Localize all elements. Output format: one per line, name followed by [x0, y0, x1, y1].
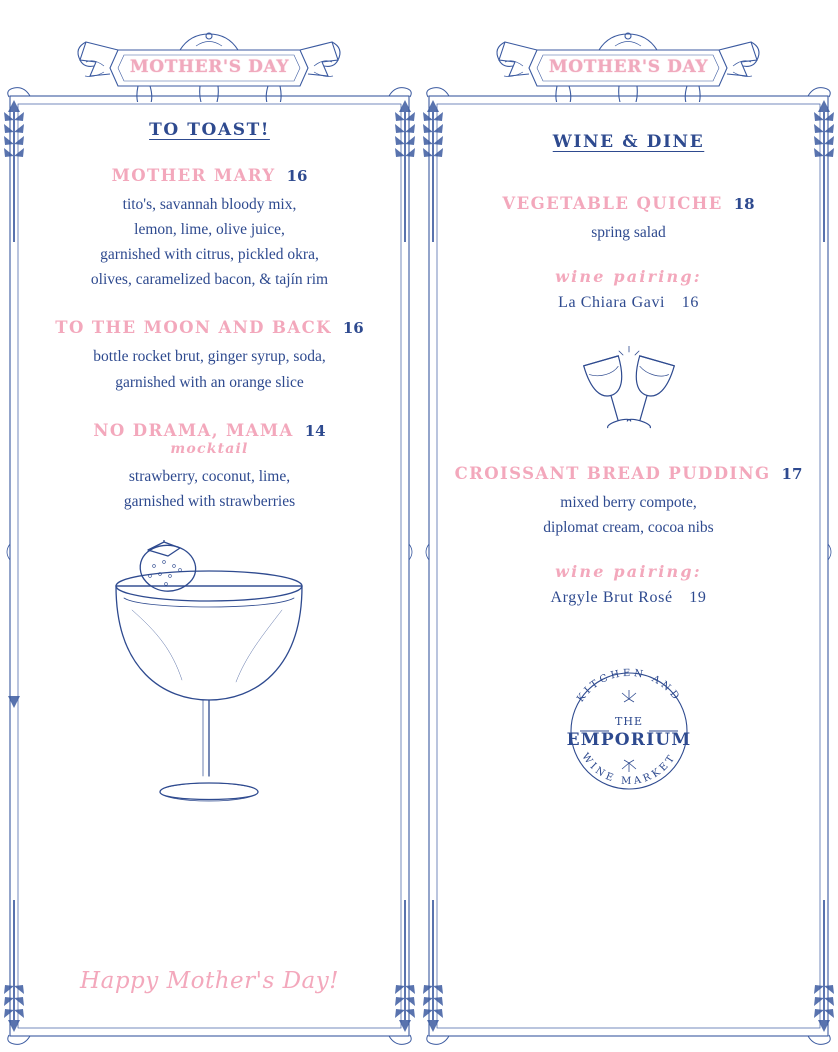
- left-content: [28, 120, 391, 1012]
- item-heading: [28, 318, 391, 337]
- desc-line: tito's, savannah bloody mix,: [122, 196, 297, 213]
- desc-line: lemon, lime, olive juice,: [134, 221, 285, 239]
- desc-line: diplomat cream, cocoa nibs: [543, 519, 714, 537]
- item-name: CROISSANT BREAD PUDDING: [454, 464, 771, 484]
- menu-item: [447, 464, 810, 607]
- pairing-price: 16: [681, 294, 699, 312]
- section-title-wine-and-dine: WINE & DINE: [552, 132, 705, 152]
- svg-text:WINE MARKET: WINE MARKET: [578, 751, 679, 788]
- strawberry-coupe-cocktail-illustration: [28, 540, 391, 830]
- item-heading: [447, 464, 810, 483]
- pairing-name: La Chiara Gavi: [558, 294, 666, 312]
- item-description: [28, 344, 391, 394]
- closing-message: Happy Mother's Day!: [80, 968, 339, 994]
- right-content: [447, 120, 810, 1012]
- pairing-price: 19: [689, 589, 707, 607]
- wine-pairing-line: [447, 294, 810, 312]
- item-price: 18: [733, 195, 755, 213]
- menu-item: [28, 166, 391, 292]
- item-name: MOTHER MARY: [111, 166, 276, 185]
- wine-pairing-label: wine pairing:: [555, 267, 702, 287]
- desc-line: spring salad: [591, 224, 666, 241]
- logo-main: EMPORIUM: [566, 730, 691, 751]
- banner-title-right: MOTHER'S DAY: [548, 57, 709, 77]
- right-menu-panel: [419, 0, 838, 1052]
- item-price: 16: [286, 167, 308, 185]
- desc-line: mixed berry compote,: [560, 494, 697, 512]
- item-heading: [28, 166, 391, 185]
- section-title-to-toast: TO TOAST!: [149, 120, 270, 140]
- wine-pairing-label: wine pairing:: [555, 562, 702, 582]
- item-heading: [28, 421, 391, 440]
- menu-item: [447, 194, 810, 312]
- wine-pairing-line: [447, 589, 810, 607]
- logo-the: THE: [614, 715, 643, 729]
- pairing-name: Argyle Brut Rosé: [550, 589, 673, 607]
- item-price: 17: [781, 465, 803, 484]
- item-note: mocktail: [170, 440, 249, 457]
- item-description: [28, 464, 391, 514]
- item-name: TO THE MOON AND BACK: [55, 318, 332, 338]
- item-description: [28, 192, 391, 292]
- item-price: 16: [342, 319, 364, 338]
- banner-title-left: MOTHER'S DAY: [129, 57, 290, 77]
- item-heading: [447, 194, 810, 213]
- desc-line: bottle rocket brut, ginger syrup, soda,: [93, 348, 326, 366]
- item-name: VEGETABLE QUICHE: [502, 194, 723, 213]
- svg-text:KITCHEN AND: KITCHEN AND: [574, 668, 683, 705]
- item-price: 14: [304, 421, 326, 440]
- desc-line: strawberry, coconut, lime,: [128, 467, 291, 485]
- emporium-logo: [447, 653, 810, 803]
- desc-line: garnished with strawberries: [123, 492, 296, 510]
- item-description: [447, 220, 810, 245]
- desc-line: garnished with citrus, pickled okra,: [100, 246, 319, 264]
- desc-line: olives, caramelized bacon, & tajín rim: [90, 271, 329, 289]
- item-description: [447, 490, 810, 540]
- toasting-wine-glasses-illustration: [447, 346, 810, 436]
- menu-item: [28, 421, 391, 514]
- desc-line: garnished with an orange slice: [115, 373, 304, 391]
- item-name: NO DRAMA, MAMA: [93, 420, 294, 440]
- menu-item: [28, 318, 391, 394]
